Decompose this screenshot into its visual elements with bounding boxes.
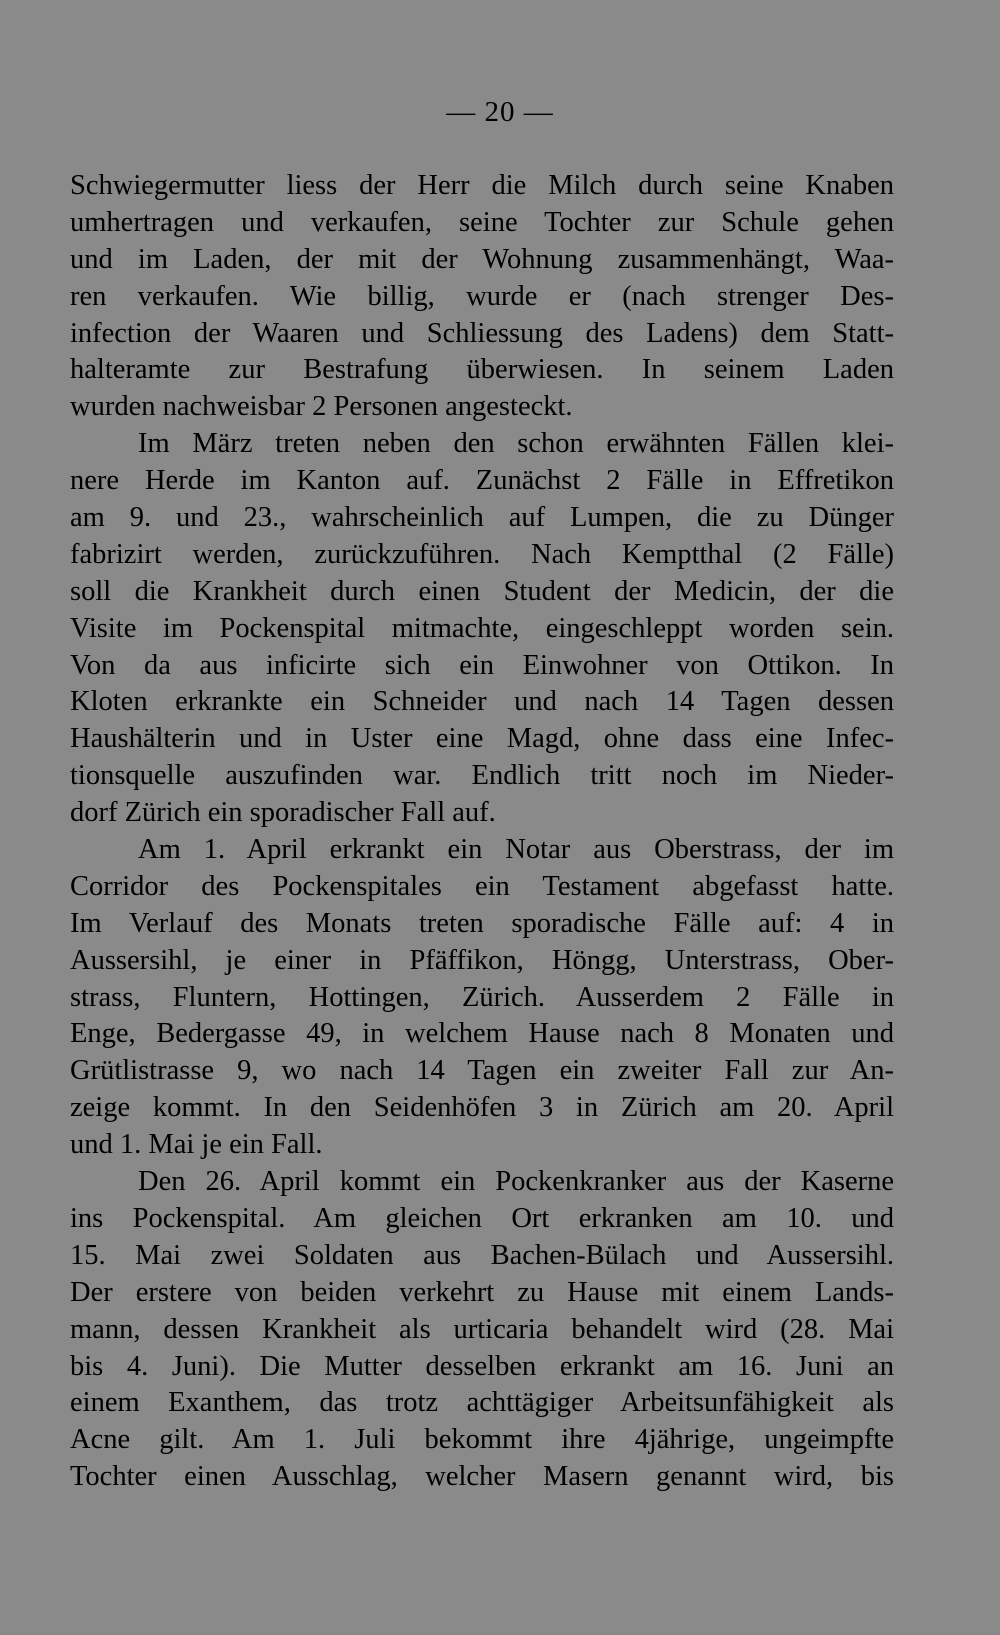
text-line: ren verkaufen. Wie billig, wurde er (nach strenger Des- [70,280,894,312]
text-line: 15. Mai zwei Soldaten aus Bachen-Bülach und Aussersihl. [70,1239,894,1271]
text-line: Von da aus inficirte sich ein Einwohner von Ottikon. In [70,649,894,681]
text-line: halteramte zur Bestrafung überwiesen. In seinem Laden [70,354,894,386]
text-line: Aussersihl, je einer in Pfäffikon, Höngg, Unterstrass, Ober- [70,944,894,976]
text-line: fabrizirt werden, zurückzuführen. Nach Kemptthal (2 Fälle) [70,538,894,570]
text-line: Schwiegermutter liess der Herr die Milch durch seine Knaben [70,170,894,201]
text-line: umhertragen und verkaufen, seine Tochter zur Schule gehen [70,206,894,238]
text-line: Tochter einen Ausschlag, welcher Masern genannt wird, bis [70,1461,894,1493]
text-line: nere Herde im Kanton auf. Zunächst 2 Fälle in Effretikon [70,465,894,497]
text-line: Enge, Bedergasse 49, in welchem Hause nach 8 Monaten und [70,1018,894,1050]
text-line: Der erstere von beiden verkehrt zu Hause mit einem Lands- [70,1276,894,1308]
text-line: infection der Waaren und Schliessung des Ladens) dem Statt- [70,317,894,349]
text-line: tionsquelle auszufinden war. Endlich tritt noch im Nieder- [70,760,894,792]
text-line: am 9. und 23., wahrscheinlich auf Lumpen, die zu Dünger [70,502,894,534]
text-line: Im Verlauf des Monats treten sporadische Fälle auf: 4 in [70,907,894,939]
text-line: Den 26. April kommt ein Pockenkranker aus der Kaserne [138,1166,894,1198]
text-line: mann, dessen Krankheit als urticaria behandelt wird (28. Mai [70,1313,894,1345]
text-line: einem Exanthem, das trotz achttägiger Arbeitsunfähigkeit als [70,1387,894,1419]
text-line: und 1. Mai je ein Fall. [70,1129,323,1161]
body-text [70,168,894,1496]
text-line: zeige kommt. In den Seidenhöfen 3 in Zürich am 20. April [70,1092,894,1124]
text-line: strass, Fluntern, Hottingen, Zürich. Ausserdem 2 Fälle in [70,981,894,1013]
text-line: Kloten erkrankte ein Schneider und nach 14 Tagen dessen [70,686,894,718]
page-number: — 20 — [446,96,554,128]
text-line: Am 1. April erkrankt ein Notar aus Oberstrass, der im [138,834,894,866]
text-line: dorf Zürich ein sporadischer Fall auf. [70,797,496,829]
text-line: Visite im Pockenspital mitmachte, eingeschleppt worden sein. [70,612,894,644]
text-line: wurden nachweisbar 2 Personen angesteckt. [70,391,573,423]
text-line: Haushälterin und in Uster eine Magd, ohne dass eine Infec- [70,723,894,755]
text-line: soll die Krankheit durch einen Student der Medicin, der die [70,575,894,607]
text-line: ins Pockenspital. Am gleichen Ort erkranken am 10. und [70,1202,894,1234]
text-line: und im Laden, der mit der Wohnung zusammenhängt, Waa- [70,243,894,275]
text-line: Im März treten neben den schon erwähnten Fällen klei- [138,428,894,460]
text-line: bis 4. Juni). Die Mutter desselben erkrankt am 16. Juni an [70,1350,894,1382]
text-line: Acne gilt. Am 1. Juli bekommt ihre 4jährige, ungeimpfte [70,1424,894,1456]
text-line: Grütlistrasse 9, wo nach 14 Tagen ein zweiter Fall zur An- [70,1055,894,1087]
text-line: Corridor des Pockenspitales ein Testament abgefasst hatte. [70,870,894,902]
